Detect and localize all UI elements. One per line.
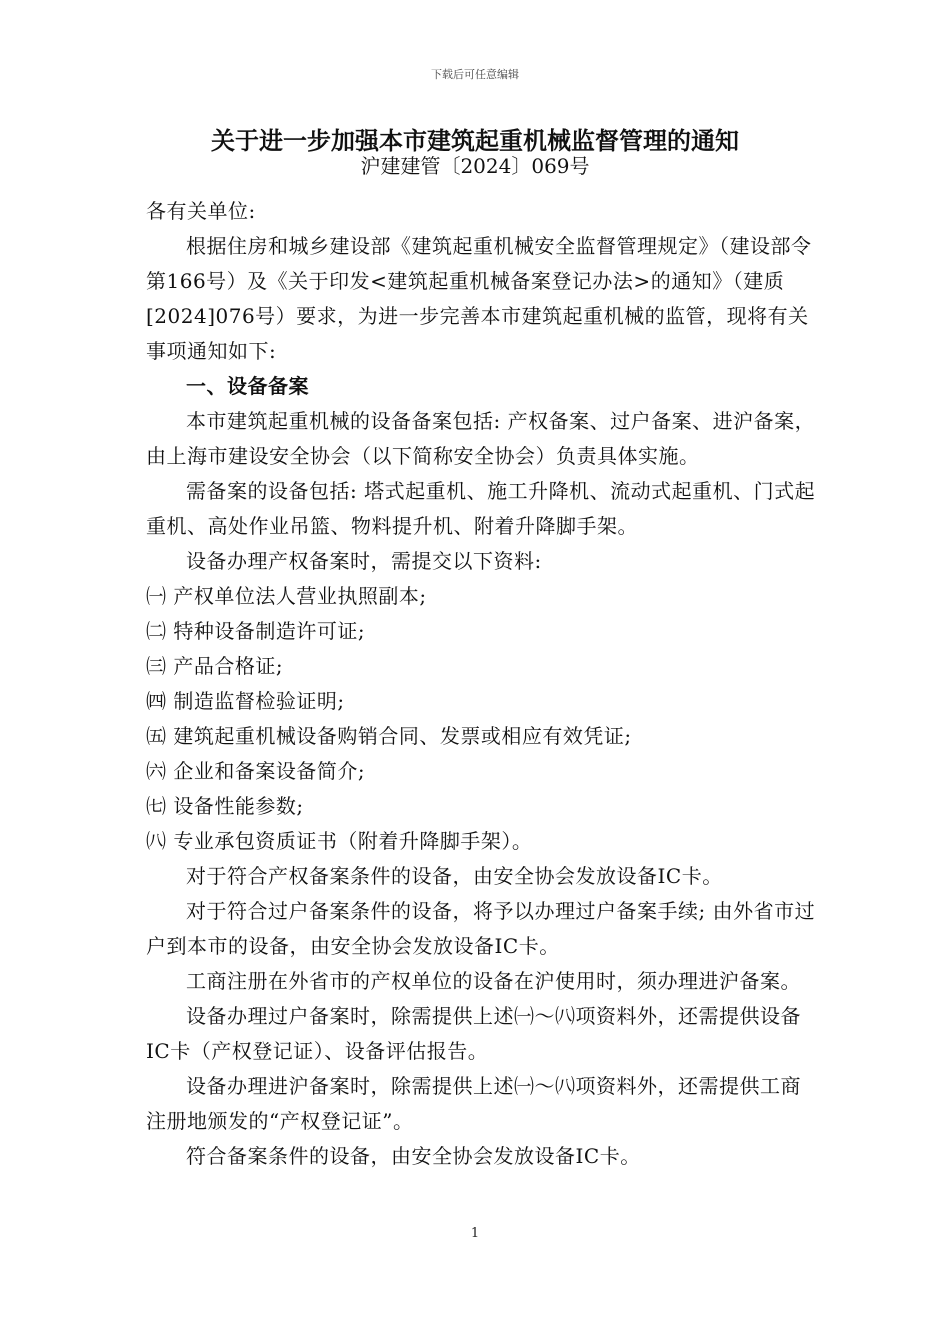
paragraph: 本市建筑起重机械的设备备案包括: 产权备案、过户备案、进沪备案，由上海市建设安全协会（以下简称安全协会）负责具体实施。: [146, 409, 816, 468]
document-title: 关于进一步加强本市建筑起重机械监督管理的通知: [211, 127, 739, 155]
material-item: ㈣ 制造监督检验证明;: [146, 689, 345, 713]
material-item: ㈧ 专业承包资质证书（附着升降脚手架）。: [146, 829, 533, 853]
material-item: ㈥ 企业和备案设备简介;: [146, 759, 366, 783]
page-number: 1: [470, 1226, 480, 1241]
paragraph: 设备办理产权备案时，需提交以下资料:: [186, 549, 542, 573]
material-item: ㈡ 特种设备制造许可证;: [146, 619, 366, 643]
paragraph: 对于符合过户备案条件的设备，将予以办理过户备案手续; 由外省市过户到本市的设备，由安全协会发放设备IC卡。: [146, 899, 816, 958]
salutation: 各有关单位:: [146, 199, 256, 223]
paragraph: 需备案的设备包括: 塔式起重机、施工升降机、流动式起重机、门式起重机、高处作业吊篮、物料提升机、附着升降脚手架。: [146, 479, 816, 538]
paragraph: 符合备案条件的设备，由安全协会发放设备IC卡。: [186, 1144, 641, 1168]
paragraph: 设备办理进沪备案时，除需提供上述㈠～㈧项资料外，还需提供工商注册地颁发的“产权登记证”。: [146, 1074, 801, 1133]
intro-paragraph: 根据住房和城乡建设部《建筑起重机械安全监督管理规定》（建设部令第166号）及《关于印发<建筑起重机械备案登记办法>的通知》（建质[2024]076号）要求，为进一步完善本市建筑起重机械的监管，现将有关事项通知如下:: [146, 234, 812, 363]
paragraph: 工商注册在外省市的产权单位的设备在沪使用时，须办理进沪备案。: [186, 969, 801, 993]
header-note: 下载后可任意编辑: [431, 68, 519, 81]
paragraph: 设备办理过户备案时，除需提供上述㈠～㈧项资料外，还需提供设备IC卡（产权登记证）、设备评估报告。: [146, 1004, 801, 1063]
document-body: [146, 194, 816, 1174]
paragraph: 对于符合产权备案条件的设备，由安全协会发放设备IC卡。: [186, 864, 723, 888]
material-item: ㈦ 设备性能参数;: [146, 794, 304, 818]
material-item: ㈤ 建筑起重机械设备购销合同、发票或相应有效凭证;: [146, 724, 632, 748]
document-number: 沪建建管〔2024〕069号: [360, 154, 590, 178]
section-heading: 一、设备备案: [186, 374, 309, 398]
material-item: ㈢ 产品合格证;: [146, 654, 284, 678]
material-item: ㈠ 产权单位法人营业执照副本;: [146, 584, 427, 608]
